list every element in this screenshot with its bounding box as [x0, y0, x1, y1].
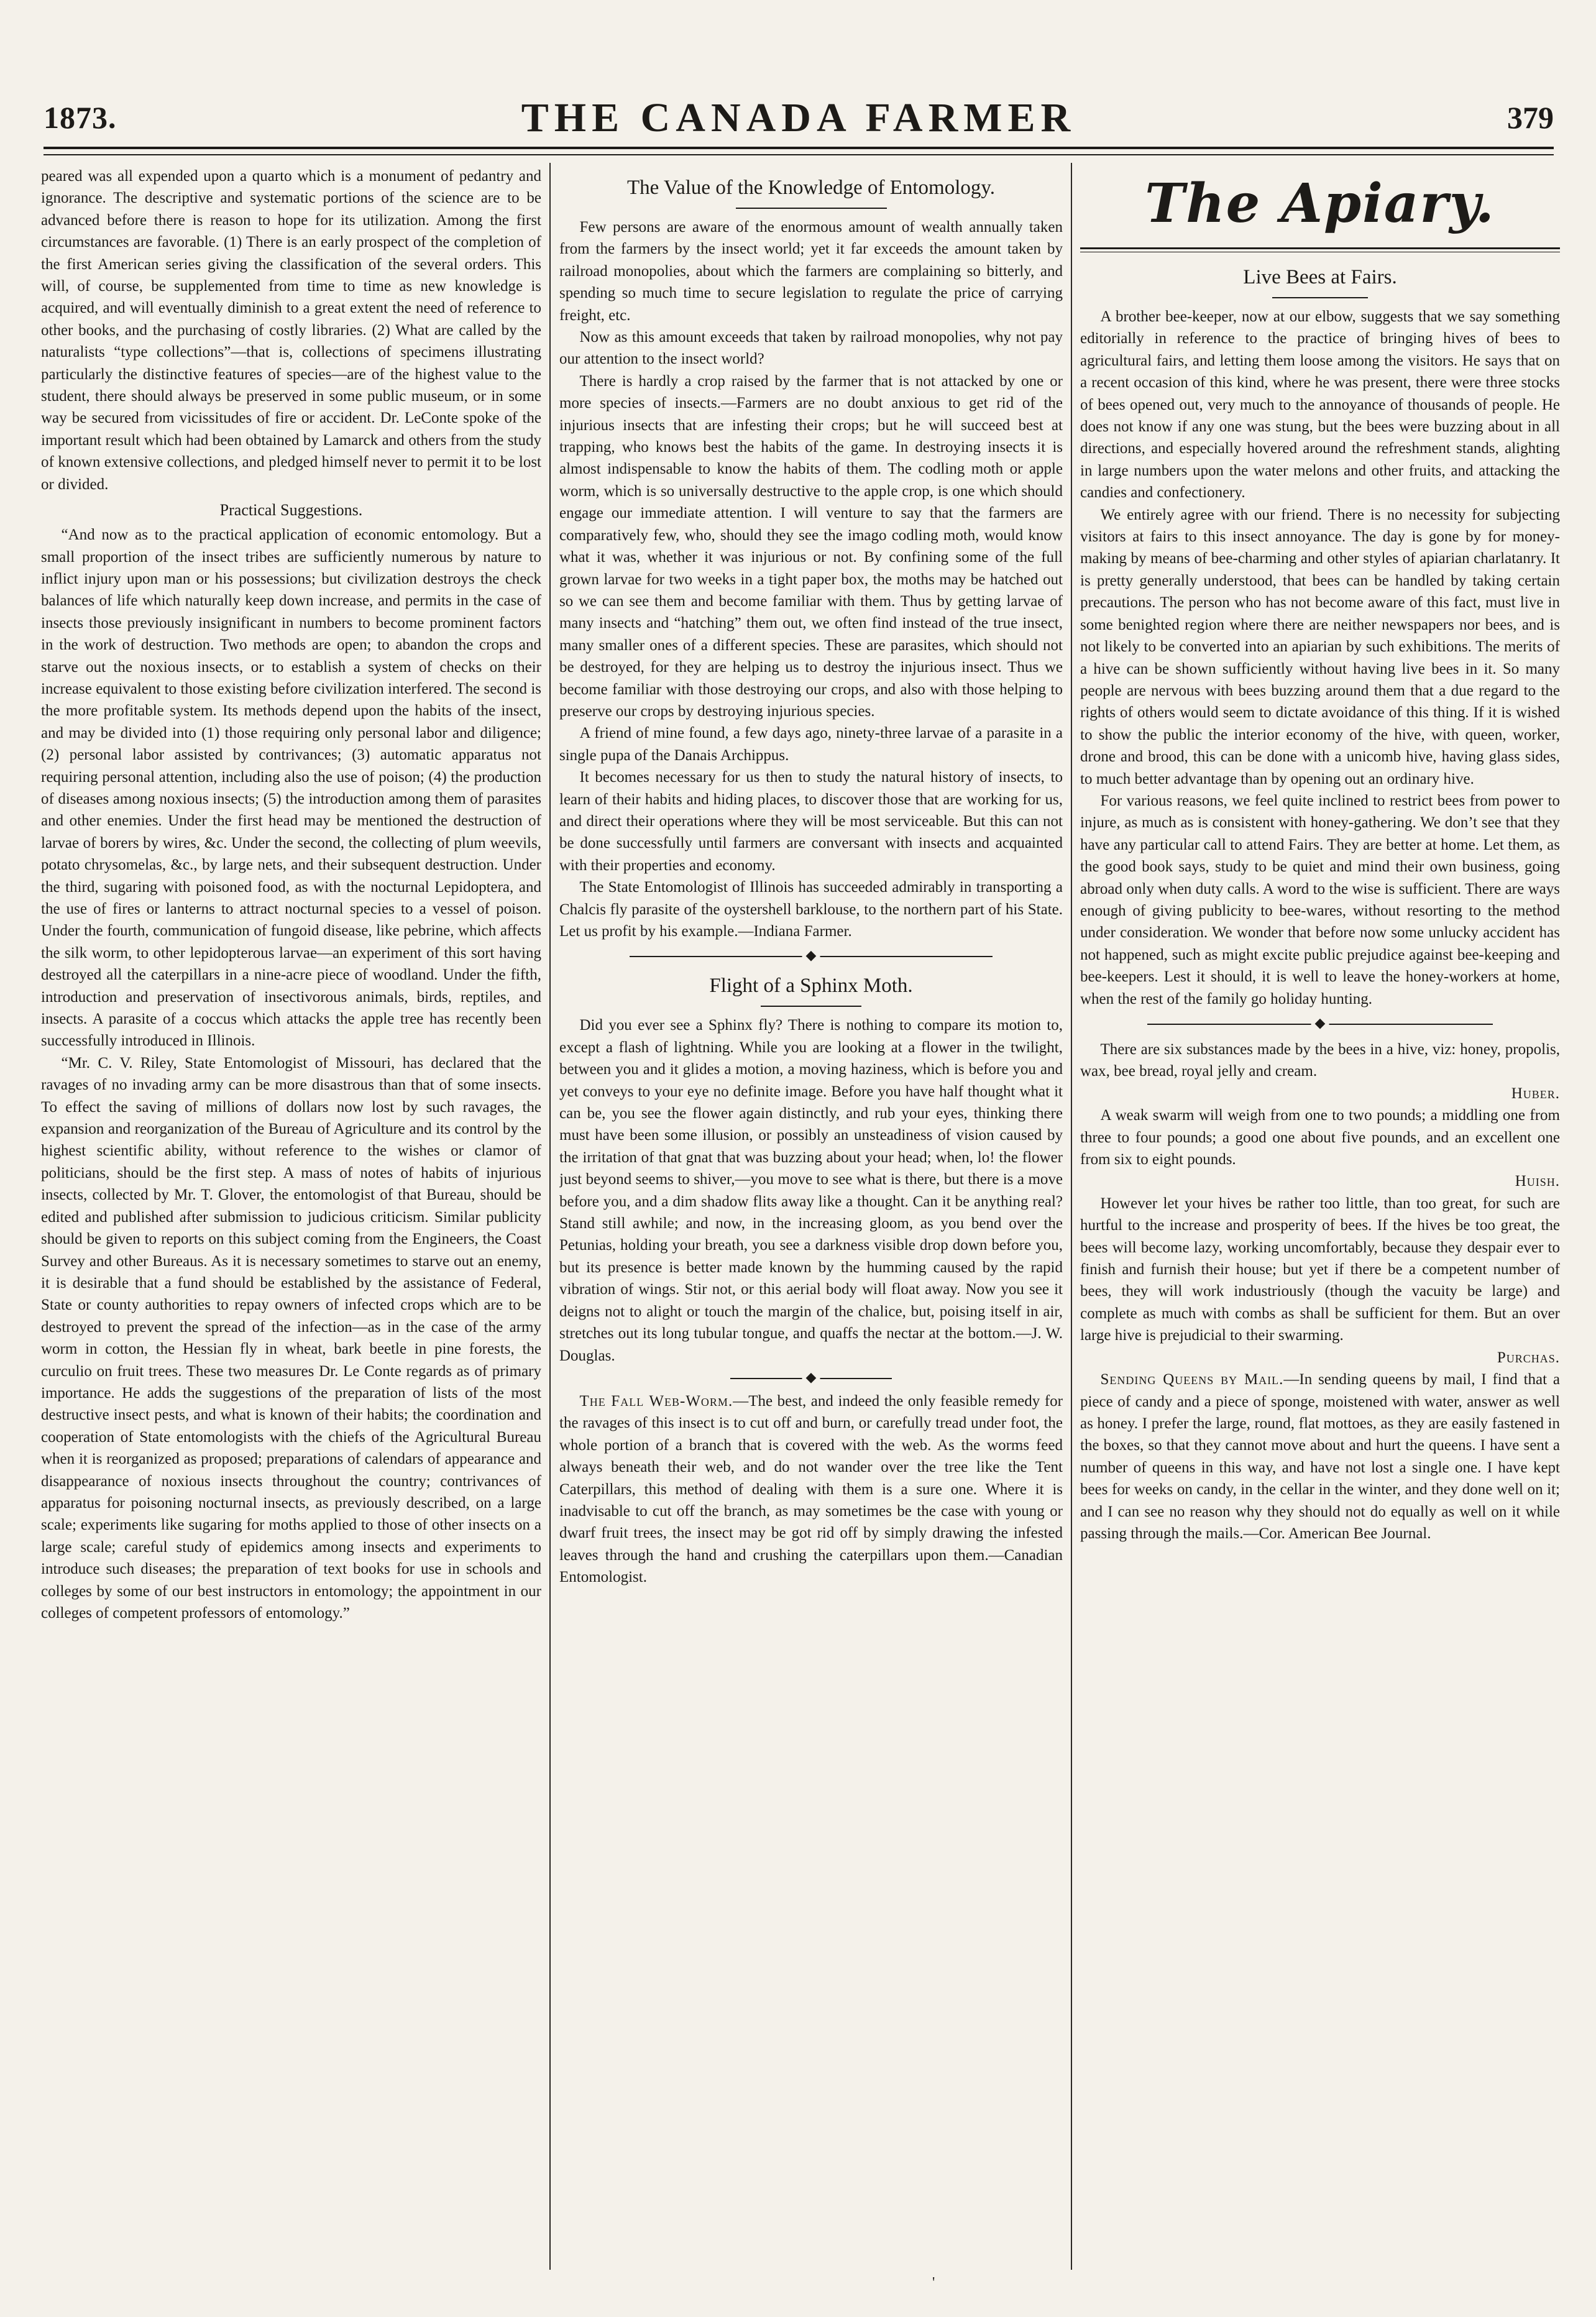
- banner-rule: [1080, 247, 1560, 252]
- paragraph: It becomes necessary for us then to study the natural history of insects, to learn of their habits and hiding places, to discover those that are working for us, and direct their operations where they will be most serviceable. But this can not be done successfully until farmers are conversant with insects and acquainted with their properties and economy.: [559, 769, 1063, 874]
- note-paragraph: However let your hives be rather too little, than too great, for such are hurtful to the increase and prosperity of bees. If the hives be too great, the bees will become lazy, working uncomfortably, because they despair ever to finish and furnish their house; but yet if there be a competent number of bees, they will work industriously (though the vacuity be large) and complete as much with combs as shall be sufficient for them. But an over large hive is prejudicial to their swarming.: [1080, 1195, 1560, 1344]
- section-ornament-divider: [630, 956, 992, 957]
- note-paragraph: A weak swarm will weigh from one to two pounds; a middling one from three to four pounds; a good one about five pounds, and an excellent one from six to eight pounds.: [1080, 1107, 1560, 1168]
- masthead: [44, 81, 1554, 149]
- attribution: Huish.: [1515, 1173, 1560, 1190]
- paragraph: peared was all expended upon a quarto which is a monument of pedantry and ignorance. The descriptive and systematic portions of the science are to be advanced before there is reason to hope for its utilization. Among the first circumstances are favorable. (1) There is an early prospect of the completion of the first American series giving the classification of the several orders. This will, of course, be supplemented from time to time as new knowledge is acquired, and will eventually diminish to a great extent the need of reference to other books, and the purchasing of costly libraries. (2) What are called by the naturalists “type collections”—that is, collections of specimens illustrating particularly the distinctive features of species—are of the highest value to the student, there should always be preserved in some public museum, or in some way be secured from vicissitudes of fire or accident. Dr. LeConte spoke of the important result which had been obtained by Lamarck and others from the study of known extensive collections, and pledged himself never to permit it to be lost or divided.: [41, 168, 541, 493]
- run-in-heading-sending-queens: Sending Queens by Mail.: [1100, 1371, 1284, 1388]
- column-right: [1080, 165, 1560, 2266]
- paragraph: “Mr. C. V. Riley, State Entomologist of Missouri, has declared that the ravages of no invading army can be more disastrous than that of some insects. To effect the saving of millions of dollars now lost by such ravages, the expansion and reorganization of the Bureau of Agriculture and its control by the highest scientific ability, without reference to the wishes or clamor of politicians, should be the first step. A mass of notes of habits of injurious insects, collected by Mr. T. Glover, the entomologist of that Bureau, should be edited and published after submission to judicious criticism. Similar publicity should be given to reports on this subject coming from the Engineers, the Coast Survey and other Bureaus. As it is necessary sometimes to starve out an enemy, it is desirable that a fund should be established by the assistance of Federal, State or county authorities to repay owners of infected crops which are to be destroyed to prevent the spread of the infection—as in the case of the army worm in cotton, the Hessian fly in wheat, bark beetle in pine forests, the curculio on fruit trees. These two measures Dr. Le Conte regards as of primary importance. He adds the suggestions of the preparation of lists of the most destructive insect pests, and what is known of their habits; the coordination and cooperation of State entomologists with the chiefs of the Agricultural Bureau when it is reorganized as proposed; preparations of calendars of appearance and disappearance of noxious insects throughout the country; contrivances of apparatus for poisoning nocturnal insects, as previously described, on a large scale; experiments like sugaring for moths applied to those of other insects on a large scale; careful study of epidemics among insects and experiments to introduce such diseases; the preparation of text books for use in schools and colleges by some of our best instructors in entomology; the appointment in our colleges of competent professors of entomology.”: [41, 1054, 541, 1622]
- paragraph: —The best, and indeed the only feasible remedy for the ravages of this insect is to cut off and burn, or carefully tread under foot, the whole portion of a branch that is covered with the web. As the worms feed always beneath their web, and do not wander over the tree like the Tent Caterpillars, this method of dealing with them is a sure one. Where it is inadvisable to cut off the branch, as may sometimes be the case with young or dwarf fruit trees, the insect may be got rid off by simply drawing the infested leaves through the hand and crushing the caterpillars upon them.—Canadian Entomologist.: [559, 1392, 1063, 1586]
- section-ornament-divider: [1147, 1024, 1493, 1025]
- paragraph: Few persons are aware of the enormous amount of wealth annually taken from the farmers by the insect world; yet it far exceeds the amount taken by railroad monopolies, about which the farmers are complaining so bitterly, and spending so much time to secure legislation to regulate the price of carrying freight, etc.: [559, 219, 1063, 324]
- column-divider: [1071, 163, 1072, 2270]
- attribution: Huber.: [1511, 1085, 1560, 1102]
- paragraph: —In sending queens by mail, I find that a piece of candy and a piece of sponge, moistened with water, answer as well as honey. I prefer the large, round, flat mottoes, as they are easily fastened in the boxes, so that they cannot move about and hurt the queens. I have sent a number of queens in this way, and have not lost a single one. I have kept bees for weeks on candy, in the cellar in the winter, and they done well on it; and I can see no reason why they should not do equally as well on it while passing through the mails.—Cor. American Bee Journal.: [1080, 1371, 1560, 1542]
- article-title-sphinx-moth: Flight of a Sphinx Moth.: [709, 975, 913, 998]
- article-title-live-bees: Live Bees at Fairs.: [1243, 266, 1397, 288]
- run-in-heading-fall-web-worm: The Fall Web-Worm.: [579, 1392, 733, 1410]
- paragraph: For various reasons, we feel quite inclined to restrict bees from power to injure, as much as is consistent with honey-gathering. We don’t see that they have any particular call to attend Fairs. They are better at home. Let them, as the good book says, study to be quiet and mind their own business, going abroad only when duty calls. A word to the wise is sufficient. There are ways enough of giving publicity to bee-wares, without resorting to the method under consideration. We wonder that before now some unlucky accident has not happened, such as might excite public prejudice against bee-keeping and bee-keepers. Lest it should, it is well to leave the honey-workers at home, when the rest of the family go holiday hunting.: [1080, 792, 1560, 1007]
- article-title-entomology: The Value of the Knowledge of Entomology.: [626, 177, 996, 199]
- paragraph: The State Entomologist of Illinois has succeeded admirably in transporting a Chalcis fly parasite of the oystershell barklouse, to the northern part of his State. Let us profit by his example.—Indiana Farmer.: [559, 879, 1063, 940]
- page-number: 379: [1507, 100, 1554, 135]
- paragraph: A friend of mine found, a few days ago, ninety-three larvae of a parasite in a single pupa of the Danais Archippus.: [559, 725, 1063, 764]
- paragraph: Did you ever see a Sphinx fly? There is nothing to compare its motion to, except a flash of lightning. While you are looking at a flower in the twilight, between you and it glides a motion, a moving haziness, which is before you and yet conveys to your eye no definite image. Before you have half thought what it can be, you see the flower again distinctly, and rub your eyes, thinking there must have been some illusion, or possibly an unsteadiness of vision caused by the irritation of that gnat that was buzzing about your head; when, lo! the flower just beyond seems to shiver,—you move to see what is there, but there is a move before you, and a dim shadow flits away like a thought. Can it be anything real? Stand still awhile; and now, in the increasing gloom, as you bend over the Petunias, holding your breath, you see a darkness visible drop down before you, but its presence is better made known by the humming caused by the rapid vibration of wings. Stir not, or this aerial body will float away. Now you see it deigns not to alight or touch the margin of the chalice, but, poising itself in air, stretches out its long tubular tongue, and quaffs the nectar at the bottom.—J. W. Douglas.: [559, 1017, 1063, 1364]
- attribution: Purchas.: [1497, 1349, 1560, 1366]
- column-divider: [549, 163, 551, 2270]
- column-middle: [559, 165, 1063, 2266]
- newspaper-title: THE CANADA FARMER: [521, 95, 1076, 140]
- title-rule: [736, 208, 887, 209]
- title-rule: [761, 1006, 861, 1007]
- footer-mark: ': [932, 2275, 935, 2291]
- column-left: [41, 165, 541, 2266]
- issue-year: 1873.: [44, 100, 117, 135]
- section-ornament-divider: [730, 1378, 891, 1379]
- paragraph: We entirely agree with our friend. There is no necessity for subjecting visitors at fairs to this insect annoyance. The day is gone by for money-making by means of bee-charming and other styles of apiarian charlatanry. It is pretty generally understood, that bees can be handled by taking certain precautions. The person who has not become aware of this fact, must live in some benighted region where there are neither newspapers nor bees, and is not likely to be converted into an apiarian by such exhibitions. The merits of a hive can be shown sufficiently without having live bees in it. So many people are nervous with bees buzzing around them that a due regard to the rights of others would seem to dictate avoidance of this thing. If it is wished to show the public the interior economy of the hive, with queen, worker, drone and brood, this can be done with a unicomb hive, having glass sides, to much better advantage than by opening out an ordinary hive.: [1080, 506, 1560, 787]
- paragraph: A brother bee-keeper, now at our elbow, suggests that we say something editorially in reference to the practice of bringing hives of bees to agricultural fairs, and letting them loose among the visitors. He says that on a recent occasion of this kind, where he was present, there were three stocks of bees opened out, very much to the annoyance of thousands of people. He does not know if any one was stung, but the bees were buzzing about in all directions, and especially hovered around the refreshment stands, alighting in large numbers upon the water melons and other fruits, and attacking the candies and confectionery.: [1080, 308, 1560, 502]
- section-banner-apiary: The Apiary.: [1145, 172, 1495, 235]
- note-paragraph: There are six substances made by the bees in a hive, viz: honey, propolis, wax, bee bread, royal jelly and cream.: [1080, 1041, 1560, 1080]
- subheading-practical-suggestions: Practical Suggestions.: [219, 501, 363, 520]
- masthead-rule: [44, 147, 1554, 155]
- paragraph: There is hardly a crop raised by the farmer that is not attacked by one or more species of insects.—Farmers are no doubt anxious to get rid of the injurious insects that are infesting their crops; but he will succeed best at trapping, who knows best the habits of the game. In destroying insects it is almost indispensable to know the habits of them. The codling moth or apple worm, which is so universally destructive to the apple crop, is one which should engage our immediate attention. I will venture to say that the farmers are comparatively few, who, should they see the imago codling moth, would know what it was, whether it was injurious or not. By confining some of the full grown larvae for two weeks in a tight paper box, the moths may be hatched out so we can see them and become familiar with them. Thus by getting larvae of many insects and “hatching” them out, we often find instead of the true insect, many smaller ones of a different species. These are parasites, which should not be destroyed, for they are helping us to destroy the injurious insect. Thus we become familiar with those destroying our crops, and also with those helping to preserve our crops by destroying injurious species.: [559, 372, 1063, 720]
- paragraph: Now as this amount exceeds that taken by railroad monopolies, why not pay our attention to the insect world?: [559, 329, 1063, 368]
- paragraph: “And now as to the practical application of economic entomology. But a small proportion of the insect tribes are sufficiently numerous by nature to inflict injury upon man or his possessions; but civilization destroys the check balances of life which naturally keep down increase, and permits in the case of insects those previously insignificant in numbers to become prominent factors in the work of destruction. Two methods are open; to abandon the crops and starve out the noxious insects, or to establish a system of checks on their increase equivalent to those existing before civilization interfered. The second is the more profitable system. Its methods depend upon the habits of the insect, and may be divided into (1) those requiring only personal labor and diligence; (2) personal labor assisted by contrivances; (3) automatic apparatus not requiring personal attention, including also the use of poison; (4) the production of diseases among noxious insects; (5) the introduction among them of parasites and other enemies. Under the first head may be mentioned the destruction of larvae of borers by wires, &c. Under the second, the collecting of plum weevils, potato chrysomelas, &c., by large nets, and their subsequent destruction. Under the third, sugaring with poisoned food, as with the nocturnal Lepidoptera, and the use of fires or lanterns to attract nocturnal species to a vessel of poison. Under the fourth, communication of fungoid disease, like pebrine, which affects the silk worm, to other lepidopterous larvae—an experiment of this sort having destroyed all the caterpillars in a nine-acre piece of woodland. Under the fifth, introduction and preservation of insectivorous animals, birds, reptiles, and insects. A parasite of a coccus which attacks the apple tree has recently been successfully introduced in Illinois.: [41, 526, 541, 1050]
- title-rule: [1272, 297, 1368, 298]
